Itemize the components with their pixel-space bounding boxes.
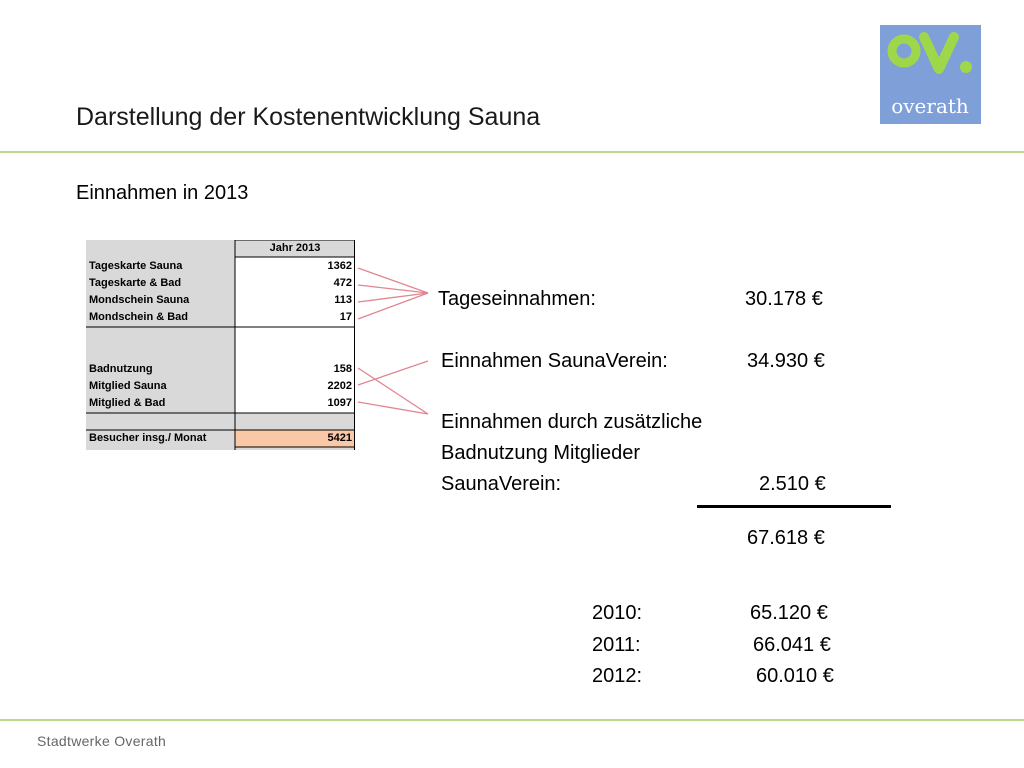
table-row-value: 1097 bbox=[327, 397, 352, 409]
table-row-label: Mitglied Sauna bbox=[89, 380, 167, 392]
table-row-value: 17 bbox=[339, 311, 352, 323]
table-column-header: Jahr 2013 bbox=[269, 242, 321, 254]
history-value: 60.010 € bbox=[756, 665, 834, 687]
table-row-value: 158 bbox=[333, 363, 352, 375]
section-heading: Einnahmen in 2013 bbox=[76, 182, 249, 204]
table-row-label: Mondschein & Bad bbox=[89, 311, 189, 323]
sum-underline bbox=[697, 505, 891, 508]
day-income-value: 30.178 € bbox=[745, 288, 823, 310]
day-income-label: Tageseinnahmen: bbox=[438, 288, 596, 310]
history-year: 2011: bbox=[592, 634, 641, 656]
header-divider bbox=[0, 151, 1024, 153]
logo-text: overath bbox=[891, 94, 969, 118]
table-row-label: Tageskarte Sauna bbox=[89, 260, 183, 272]
footer-text: Stadtwerke Overath bbox=[37, 733, 167, 749]
table-row-label: Mondschein Sauna bbox=[89, 294, 190, 306]
extra-income-label-line3: SaunaVerein: bbox=[441, 473, 562, 495]
visitor-table bbox=[86, 240, 355, 450]
table-row-label: Badnutzung bbox=[89, 363, 153, 375]
club-income-label: Einnahmen SaunaVerein: bbox=[441, 350, 668, 372]
history-value: 66.041 € bbox=[753, 634, 831, 656]
page-title: Darstellung der Kostenentwicklung Sauna bbox=[76, 103, 541, 131]
extra-income-label-line1: Einnahmen durch zusätzliche bbox=[441, 411, 703, 433]
table-row-label: Tageskarte & Bad bbox=[89, 277, 182, 289]
table-row-value: 113 bbox=[334, 294, 352, 306]
history-year: 2010: bbox=[592, 602, 643, 624]
history-year: 2012: bbox=[592, 665, 643, 687]
table-row-label: Mitglied & Bad bbox=[89, 397, 166, 409]
footer-divider bbox=[0, 719, 1024, 721]
overath-logo bbox=[880, 25, 981, 124]
table-row-value: 2202 bbox=[327, 380, 352, 392]
extra-income-value: 2.510 € bbox=[759, 473, 826, 495]
club-income-value: 34.930 € bbox=[747, 350, 825, 372]
table-total-value: 5421 bbox=[327, 432, 352, 444]
table-total-label: Besucher insg./ Monat bbox=[89, 432, 207, 444]
history-value: 65.120 € bbox=[750, 602, 828, 624]
income-total-value: 67.618 € bbox=[747, 527, 825, 549]
table-row-value: 1362 bbox=[327, 260, 352, 272]
table-row-value: 472 bbox=[333, 277, 352, 289]
extra-income-label-line2: Badnutzung Mitglieder bbox=[441, 442, 641, 464]
